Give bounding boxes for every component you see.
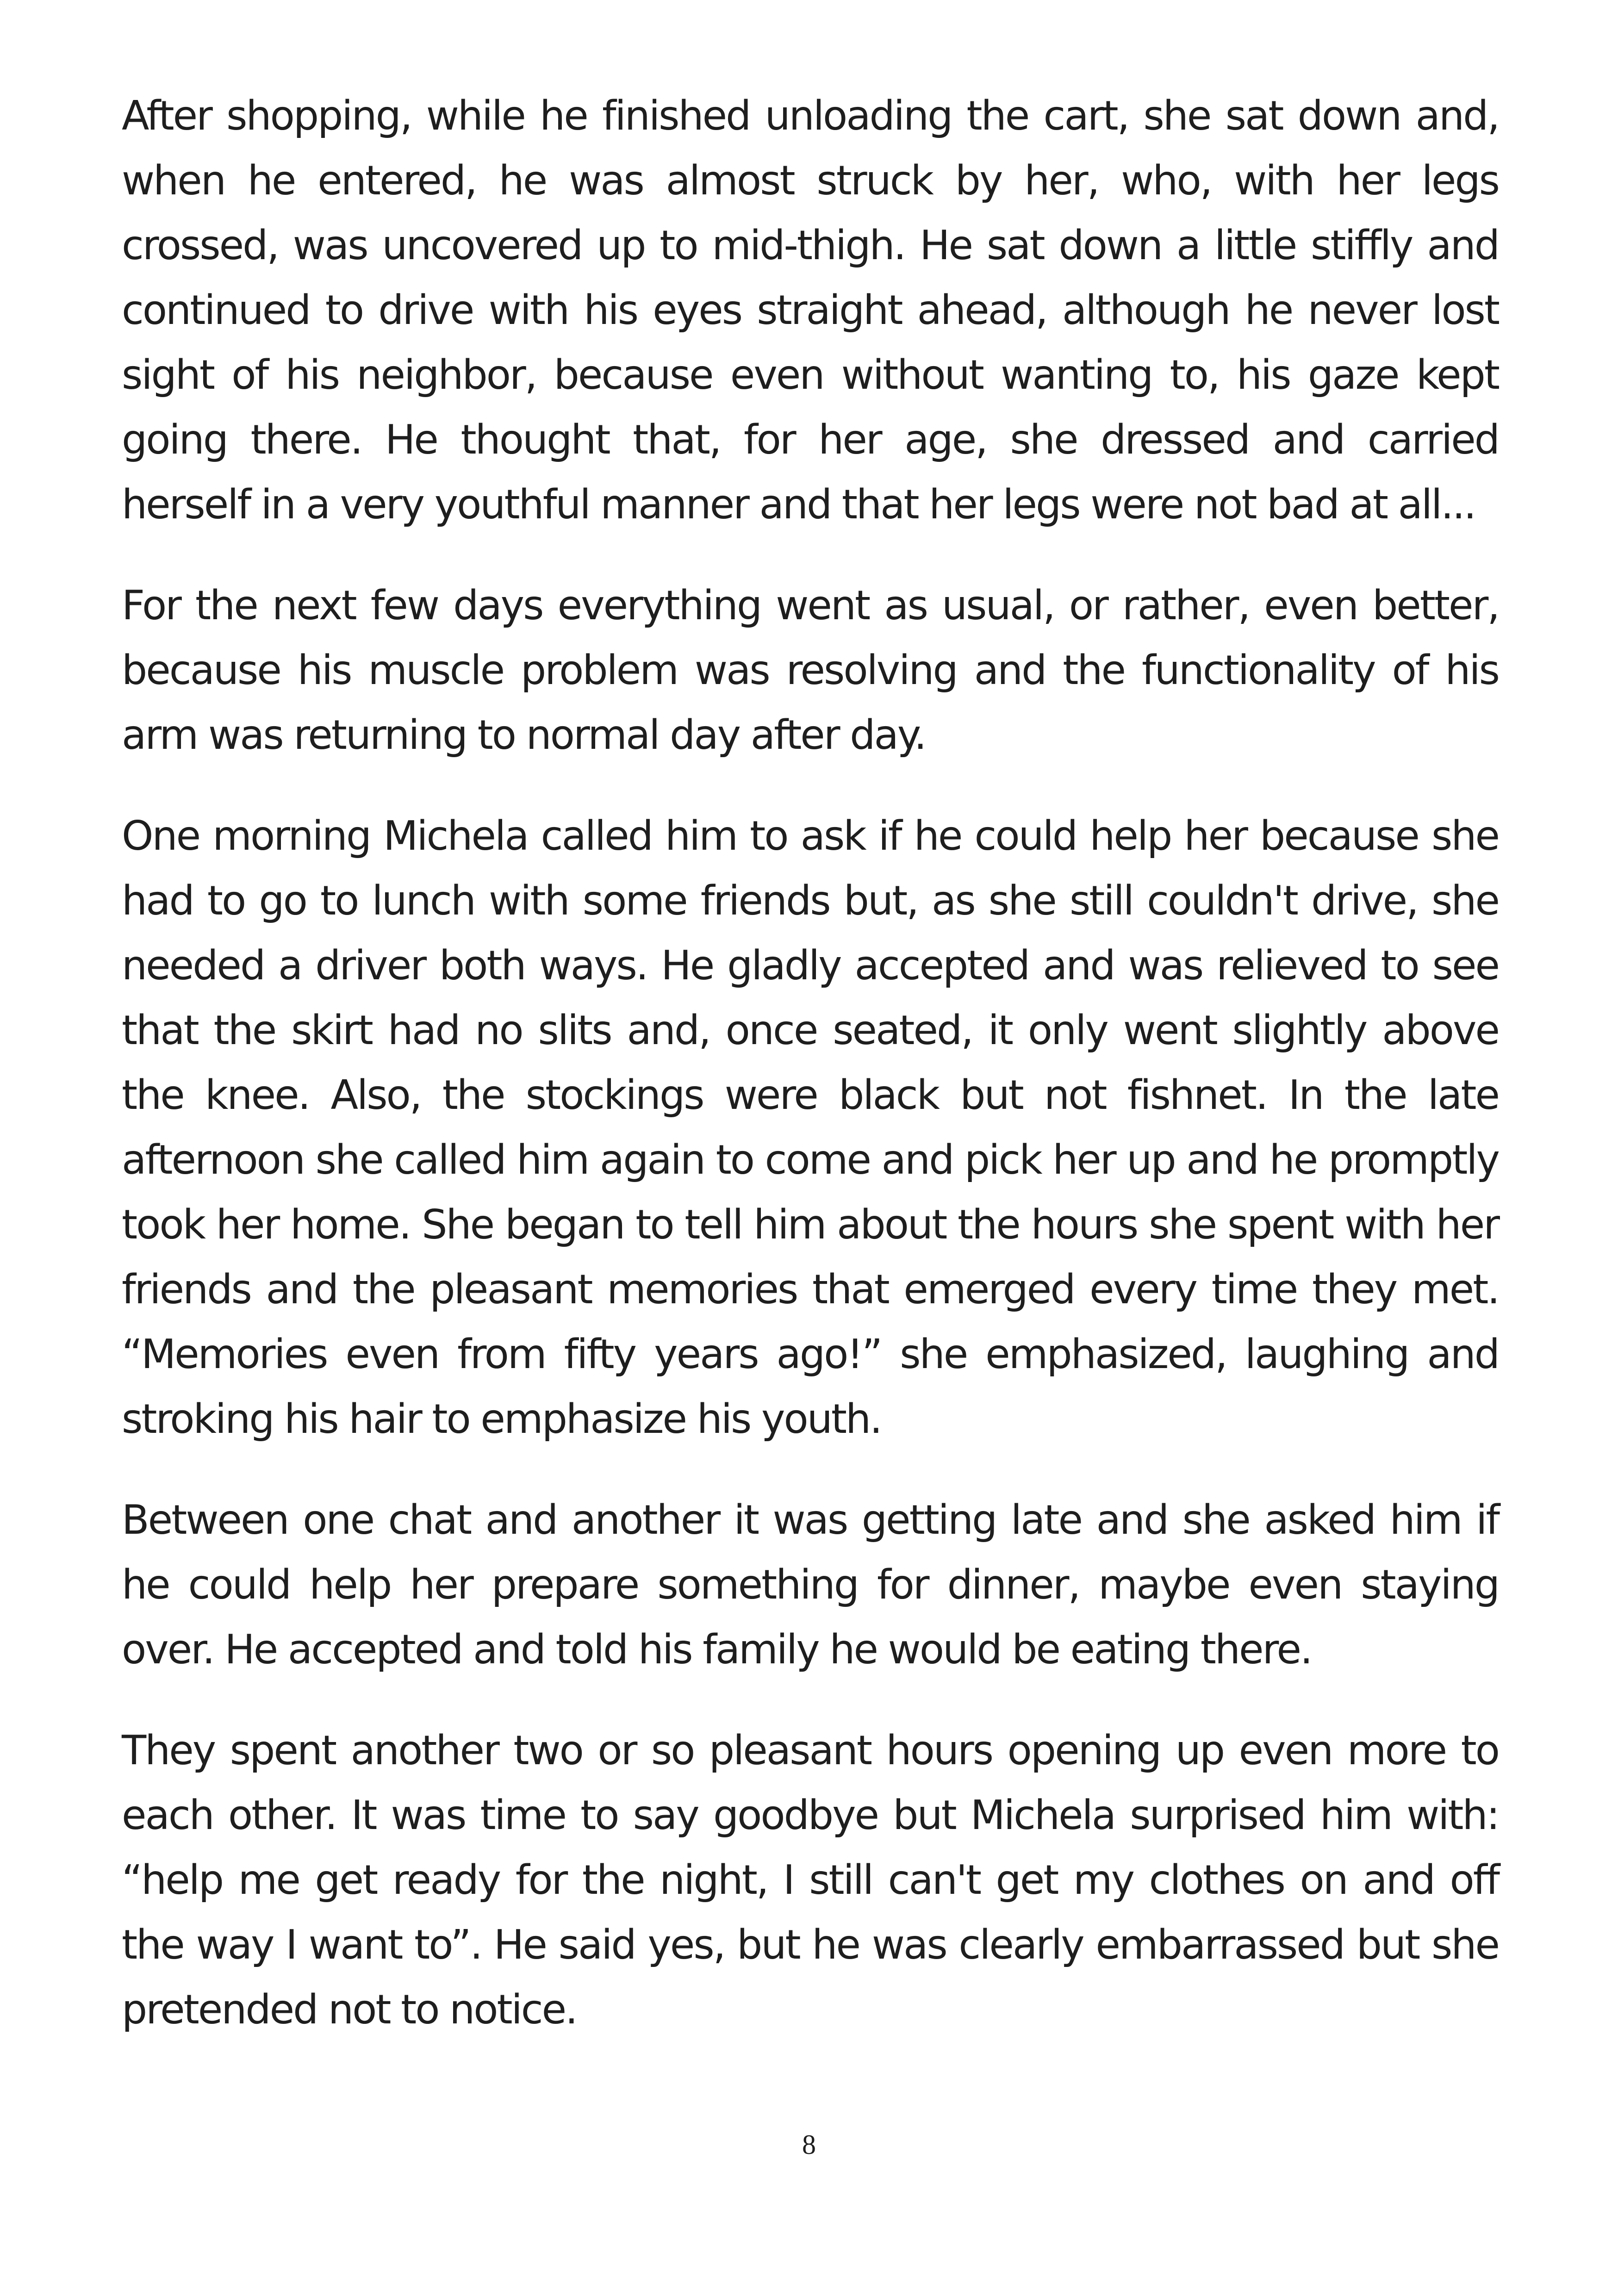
paragraph: After shopping, while he finished unloading the cart, she sat down and, when he entered, he was almost struck by her, who, with her legs crossed, was uncovered up to mid-thigh. He sat down a little stiffly and continued to drive with his eyes straight ahead, although he never lost sight of his neighbor, because even without wanting to, his gaze kept going there. He thought that, for her age, she dressed and carried herself in a very youthful manner and that her legs were not bad at all...	[122, 92, 1499, 528]
paragraph: One morning Michela called him to ask if he could help her because she had to go to lunch with some friends but, as she still couldn't drive, she needed a driver both ways. He gladly accepted and was relieved to see that the skirt had no slits and, once seated, it only went slightly above the knee. Also, the stockings were black but not fishnet. In the late afternoon she called him again to come and pick her up and he promptly took her home. She began to tell him about the hours she spent with her friends and the pleasant memories that emerged every time they met. “Memories even from fifty years ago!” she emphasized, laughing and stroking his hair to emphasize his youth.	[122, 812, 1499, 1443]
body-text	[122, 83, 1499, 2078]
page-number: 8	[802, 2129, 816, 2160]
paragraph: For the next few days everything went as usual, or rather, even better, because his muscle problem was resolving and the functionality of his arm was returning to normal day after day.	[122, 582, 1499, 759]
paragraph: Between one chat and another it was getting late and she asked him if he could help her prepare something for dinner, maybe even staying over. He accepted and told his family he would be eating there.	[122, 1496, 1499, 1673]
paragraph: They spent another two or so pleasant hours opening up even more to each other. It was time to say goodbye but Michela surprised him with: “help me get ready for the night, I still can't get my clothes on and off the way I want to”. He said yes, but he was clearly embarrassed but she pretended not to notice.	[122, 1727, 1499, 2033]
